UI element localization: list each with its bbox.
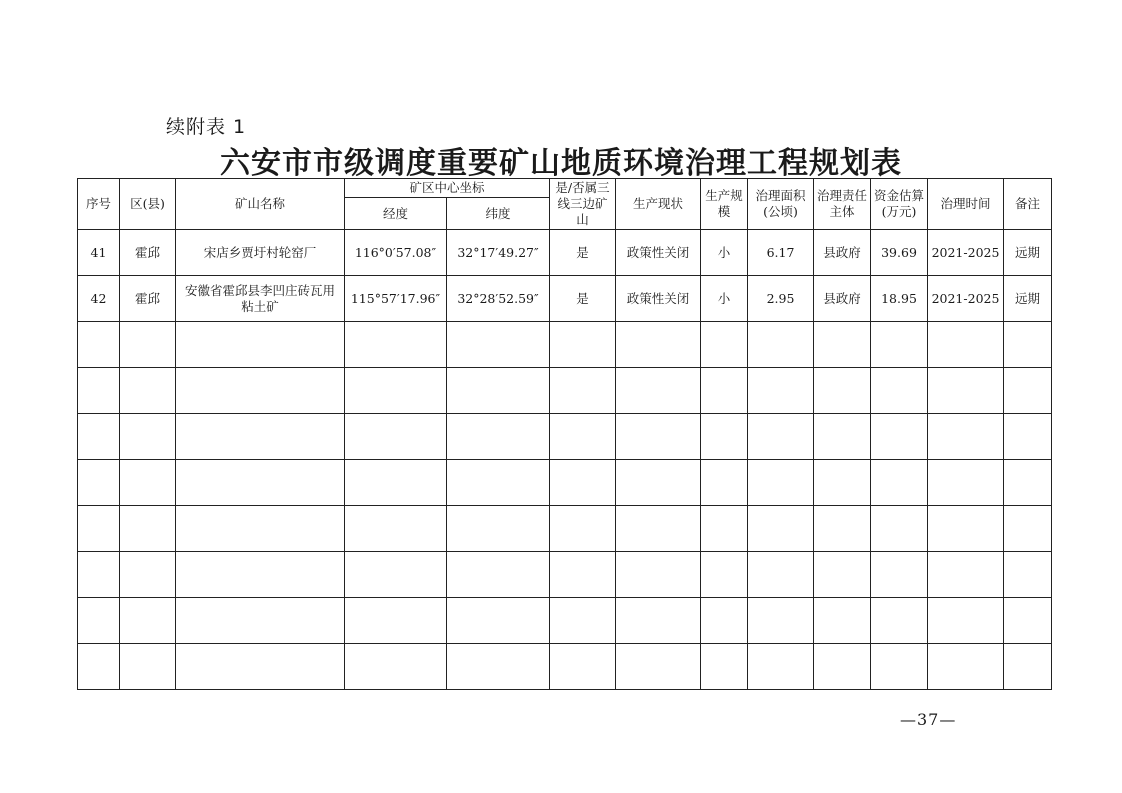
- cell-production-scale: 小: [701, 230, 748, 276]
- header-center-coord: 矿区中心坐标: [345, 179, 550, 198]
- header-seq: 序号: [78, 179, 120, 230]
- cell-latitude: 32°28′52.59″: [447, 276, 550, 322]
- cell-area: 6.17: [748, 230, 814, 276]
- empty-row: [78, 598, 1052, 644]
- header-production-status: 生产现状: [616, 179, 701, 230]
- header-latitude: 纬度: [447, 198, 550, 230]
- header-mine-name: 矿山名称: [176, 179, 345, 230]
- cell-area: 2.95: [748, 276, 814, 322]
- header-longitude: 经度: [345, 198, 447, 230]
- cell-district: 霍邱: [120, 230, 176, 276]
- cell-longitude: 115°57′17.96″: [345, 276, 447, 322]
- empty-row: [78, 414, 1052, 460]
- header-row: [78, 179, 1052, 198]
- header-period: 治理时间: [928, 179, 1004, 230]
- header-district: 区(县): [120, 179, 176, 230]
- cell-longitude: 116°0′57.08″: [345, 230, 447, 276]
- header-area: 治理面积(公顷): [748, 179, 814, 230]
- cell-production-status: 政策性关闭: [616, 230, 701, 276]
- header-responsible: 治理责任主体: [814, 179, 871, 230]
- empty-row: [78, 506, 1052, 552]
- cell-responsible: 县政府: [814, 276, 871, 322]
- empty-row: [78, 322, 1052, 368]
- cell-mine-name: 宋店乡贾圩村轮窑厂: [176, 230, 345, 276]
- empty-row: [78, 644, 1052, 690]
- empty-row: [78, 552, 1052, 598]
- cell-fund: 39.69: [871, 230, 928, 276]
- empty-row: [78, 368, 1052, 414]
- table-row: [78, 276, 1052, 322]
- cell-district: 霍邱: [120, 276, 176, 322]
- cell-seq: 41: [78, 230, 120, 276]
- empty-row: [78, 460, 1052, 506]
- appendix-label: 续附表 1: [166, 116, 247, 138]
- cell-three-lines: 是: [550, 230, 616, 276]
- header-production-scale: 生产规模: [701, 179, 748, 230]
- cell-remarks: 远期: [1004, 230, 1052, 276]
- document-title: 六安市市级调度重要矿山地质环境治理工程规划表: [220, 146, 902, 181]
- cell-period: 2021-2025: [928, 276, 1004, 322]
- mine-plan-table: [77, 178, 1052, 690]
- cell-latitude: 32°17′49.27″: [447, 230, 550, 276]
- cell-fund: 18.95: [871, 276, 928, 322]
- cell-three-lines: 是: [550, 276, 616, 322]
- header-three-lines: 是/否属三线三边矿山: [550, 179, 616, 230]
- table-row: [78, 230, 1052, 276]
- header-remarks: 备注: [1004, 179, 1052, 230]
- cell-mine-name: 安徽省霍邱县李凹庄砖瓦用粘土矿: [176, 276, 345, 322]
- cell-seq: 42: [78, 276, 120, 322]
- header-fund: 资金估算(万元): [871, 179, 928, 230]
- cell-period: 2021-2025: [928, 230, 1004, 276]
- cell-responsible: 县政府: [814, 230, 871, 276]
- cell-production-scale: 小: [701, 276, 748, 322]
- cell-remarks: 远期: [1004, 276, 1052, 322]
- cell-production-status: 政策性关闭: [616, 276, 701, 322]
- page-number: —37—: [900, 710, 957, 729]
